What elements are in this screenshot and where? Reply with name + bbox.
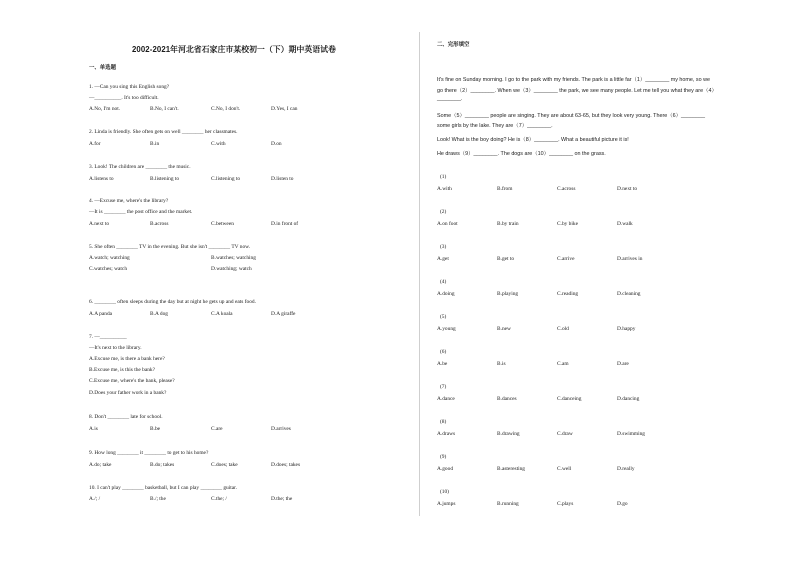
q2-option-b[interactable]: B.in — [150, 141, 160, 147]
cloze-option-d[interactable]: D.dancing — [617, 396, 640, 402]
cloze-option-d[interactable]: D.happy — [617, 326, 636, 332]
q1-option-c[interactable]: C.No, I don't. — [211, 106, 241, 112]
cloze-option-a[interactable]: A.jumps — [437, 501, 456, 507]
q6-option-d[interactable]: D.A giraffe — [271, 311, 296, 317]
cloze-option-c[interactable]: C.danceing — [557, 396, 582, 402]
cloze-number: (3) — [440, 244, 447, 250]
passage-line-5: some girls by the lake. They are（7）________. — [437, 123, 553, 129]
q4-stem-2: —It is ________ the post office and the market. — [89, 209, 193, 215]
q2-option-c[interactable]: C.with — [211, 141, 226, 147]
q2-option-a[interactable]: A.for — [89, 141, 101, 147]
q8-stem: 8. Don't ________ late for school. — [89, 414, 163, 420]
q10-option-d[interactable]: D.the; the — [271, 496, 293, 502]
passage-line-4: Some（5）________ people are singing. They are about 63-65, but they look very young. There（6）________ — [437, 113, 706, 119]
q7-option-b[interactable]: B.Excuse me, is this the bank? — [89, 367, 156, 373]
q7-option-c[interactable]: C.Excuse me, where's the bank, please? — [89, 378, 175, 384]
cloze-option-a[interactable]: A.get — [437, 256, 449, 262]
q10-option-c[interactable]: C.the; / — [211, 496, 227, 502]
cloze-number: (7) — [440, 384, 447, 390]
passage-line-6: Look! What is the boy doing? He is（8）________. What a beautiful picture it is! — [437, 137, 629, 143]
cloze-option-a[interactable]: A.doing — [437, 291, 455, 297]
cloze-option-b[interactable]: B.playing — [497, 291, 519, 297]
cloze-number: (2) — [440, 209, 447, 215]
cloze-option-b[interactable]: B.is — [497, 361, 506, 367]
cloze-option-b[interactable]: B.running — [497, 501, 519, 507]
cloze-option-b[interactable]: B.dances — [497, 396, 517, 402]
q4-stem: 4. —Excuse me, where's the library? — [89, 198, 169, 204]
cloze-option-a[interactable]: A.dance — [437, 396, 455, 402]
q2-stem: 2. Linda is friendly. She often gets on well ________ her classmates. — [89, 129, 238, 135]
cloze-option-d[interactable]: D.arrives in — [617, 256, 643, 262]
q6-option-c[interactable]: C.A koala — [211, 311, 233, 317]
cloze-option-b[interactable]: B.drawing — [497, 431, 520, 437]
cloze-option-c[interactable]: C.plays — [557, 501, 574, 507]
cloze-option-c[interactable]: C.draw — [557, 431, 573, 437]
q9-stem: 9. How long ________ it ________ to get to his home? — [89, 450, 209, 456]
q10-option-b[interactable]: B./; the — [150, 496, 166, 502]
q2-option-d[interactable]: D.on — [271, 141, 282, 147]
cloze-option-d[interactable]: D.go — [617, 501, 628, 507]
column-divider — [419, 32, 420, 516]
q5-stem: 5. She often ________ TV in the evening. But she isn't ________ TV now. — [89, 244, 251, 250]
cloze-number: (8) — [440, 419, 447, 425]
q6-option-b[interactable]: B.A dog — [150, 311, 168, 317]
cloze-option-a[interactable]: A.on foot — [437, 221, 458, 227]
q10-option-a[interactable]: A./; / — [89, 496, 101, 502]
cloze-option-b[interactable]: B.by train — [497, 221, 519, 227]
q4-option-a[interactable]: A.next to — [89, 221, 110, 227]
q1-stem-2: —__________. It's too difficult. — [89, 95, 159, 101]
q5-option-c[interactable]: C.watches; watch — [89, 266, 128, 272]
passage-line-2: go there（2）________. When we（3）________ the park, we see many people. Let me tell you what they are（4） — [437, 88, 717, 94]
cloze-option-b[interactable]: B.asteresting — [497, 466, 525, 472]
passage-line-7: He draws（9）________. The dogs are（10）________ on the grass. — [437, 151, 606, 157]
cloze-option-a[interactable]: A.draws — [437, 431, 456, 437]
q9-option-b[interactable]: B.do; takes — [150, 462, 175, 468]
q7-stem-2: —It's next to the library. — [89, 345, 142, 351]
q5-option-a[interactable]: A.watch; watching — [89, 255, 130, 261]
q8-option-a[interactable]: A.is — [89, 426, 98, 432]
q1-option-d[interactable]: D.Yes, I can — [271, 106, 298, 112]
cloze-option-b[interactable]: B.from — [497, 186, 513, 192]
cloze-option-d[interactable]: D.walk — [617, 221, 633, 227]
q3-option-a[interactable]: A.listens to — [89, 176, 114, 182]
cloze-option-a[interactable]: A.good — [437, 466, 454, 472]
q7-option-d[interactable]: D.Does your father work in a bank? — [89, 390, 167, 396]
q1-option-b[interactable]: B.No, I can't. — [150, 106, 179, 112]
q4-option-c[interactable]: C.between — [211, 221, 234, 227]
section-single-choice: 一、单选题 — [89, 65, 116, 71]
cloze-option-c[interactable]: C.am — [557, 361, 569, 367]
cloze-number: (9) — [440, 454, 447, 460]
q3-option-c[interactable]: C.listening to — [211, 176, 241, 182]
cloze-option-c[interactable]: C.well — [557, 466, 572, 472]
q6-stem: 6. ________ often sleeps during the day but at night he gets up and eats food. — [89, 299, 256, 305]
q10-stem: 10. I can't play ________ basketball, but I can play ________ guitar. — [89, 485, 237, 491]
cloze-option-a[interactable]: A.young — [437, 326, 456, 332]
q1-stem: 1. —Can you sing this English song? — [89, 84, 170, 90]
cloze-option-b[interactable]: B.get to — [497, 256, 515, 262]
cloze-option-a[interactable]: A.be — [437, 361, 448, 367]
q3-stem: 3. Look! The children are ________ the music. — [89, 164, 191, 170]
cloze-option-d[interactable]: D.next to — [617, 186, 638, 192]
exam-title: 2002-2021年河北省石家庄市某校初一（下）期中英语试卷 — [132, 45, 337, 54]
q9-option-c[interactable]: C.does; take — [211, 462, 238, 468]
q3-option-d[interactable]: D.listen to — [271, 176, 294, 182]
q3-option-b[interactable]: B.listening to — [150, 176, 180, 182]
q1-option-a[interactable]: A.No, I'm not. — [89, 106, 121, 112]
section-cloze: 二、完形填空 — [437, 42, 470, 48]
q7-option-a[interactable]: A.Excuse me, is there a bank here? — [89, 356, 165, 362]
cloze-number: (5) — [440, 314, 447, 320]
cloze-option-c[interactable]: C.old — [557, 326, 569, 332]
q9-option-d[interactable]: D.does; takes — [271, 462, 301, 468]
q4-option-d[interactable]: D.in front of — [271, 221, 299, 227]
q6-option-a[interactable]: A.A panda — [89, 311, 113, 317]
q8-option-d[interactable]: D.arrives — [271, 426, 291, 432]
cloze-option-c[interactable]: C.reading — [557, 291, 579, 297]
cloze-option-a[interactable]: A.with — [437, 186, 452, 192]
q4-option-b[interactable]: B.across — [150, 221, 169, 227]
cloze-option-b[interactable]: B.new — [497, 326, 511, 332]
q9-option-a[interactable]: A.do; take — [89, 462, 112, 468]
cloze-number: (4) — [440, 279, 447, 285]
cloze-option-d[interactable]: D.swimming — [617, 431, 646, 437]
q7-stem: 7. —__________ — [89, 334, 127, 340]
cloze-option-d[interactable]: D.are — [617, 361, 629, 367]
cloze-number: (6) — [440, 349, 447, 355]
cloze-number: (1) — [440, 174, 447, 180]
passage-line-1: It's fine on Sunday morning. I go to the park with my friends. The park is a little far（1）________ my home, so we — [437, 77, 710, 83]
q8-option-c[interactable]: C.are — [211, 426, 223, 432]
cloze-number: (10) — [440, 489, 449, 495]
passage-line-3: ________. — [437, 96, 463, 102]
cloze-option-c[interactable]: C.by bike — [557, 221, 578, 227]
cloze-option-d[interactable]: D.cleaning — [617, 291, 641, 297]
q5-option-b[interactable]: B.watches; watching — [211, 255, 256, 261]
q8-option-b[interactable]: B.be — [150, 426, 161, 432]
cloze-option-c[interactable]: C.arrive — [557, 256, 575, 262]
cloze-option-d[interactable]: D.really — [617, 466, 635, 472]
cloze-option-c[interactable]: C.across — [557, 186, 576, 192]
q5-option-d[interactable]: D.watching; watch — [211, 266, 252, 272]
